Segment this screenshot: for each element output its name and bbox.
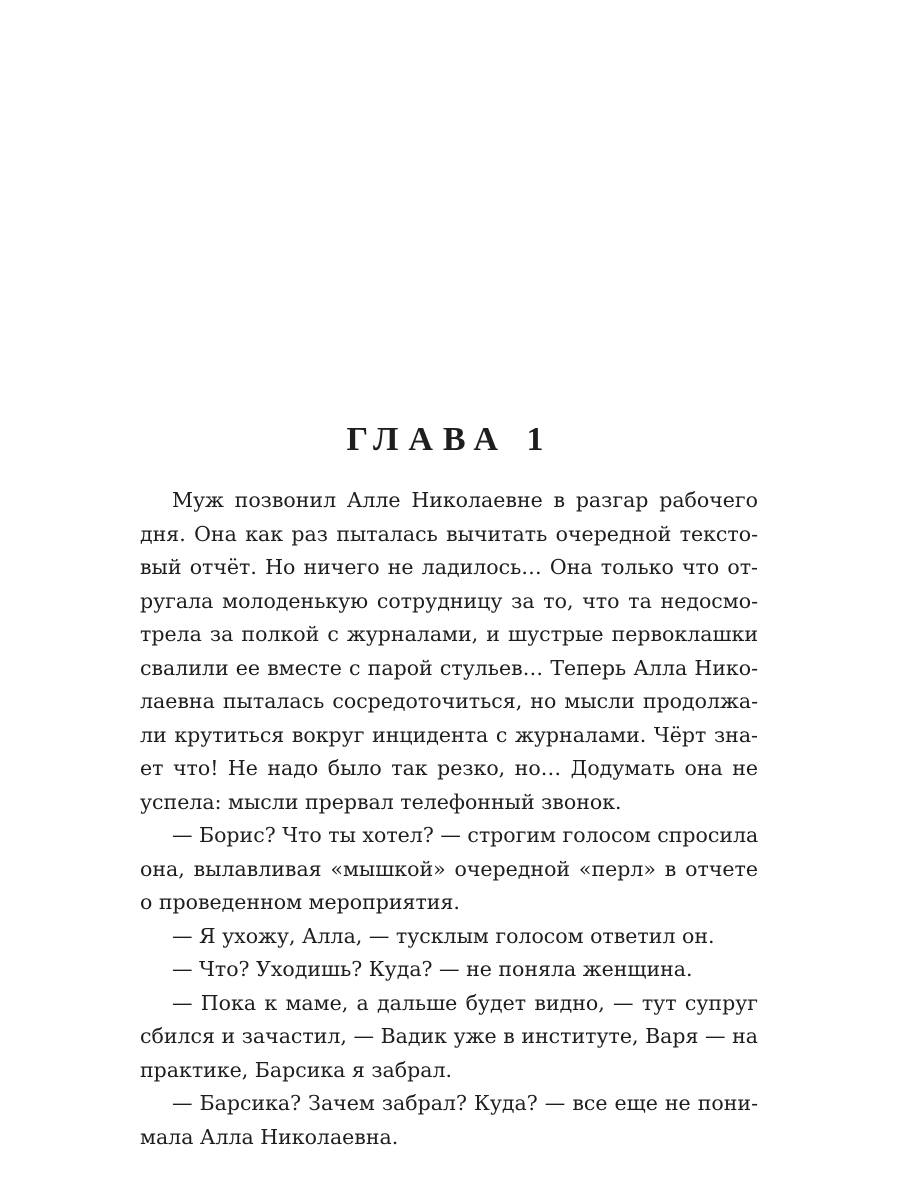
text-line: ет что! Не надо было так резко, но… Додумать она не — [140, 756, 758, 780]
text-line: вый отчёт. Но ничего не ладилось… Она только что от- — [140, 555, 758, 579]
text-line: ли крутиться вокруг инцидента с журналами. Чёрт зна- — [140, 722, 758, 747]
text-line: о проведенном мероприятия. — [140, 890, 460, 914]
text-line: она, вылавливая «мышкой» очередной «перл» в отчете — [140, 856, 758, 881]
text-line: мала Алла Николаевна. — [140, 1124, 399, 1149]
text-line: Муж позвонил Алле Николаевне в разгар рабочего — [172, 488, 758, 512]
chapter-body-text — [140, 484, 758, 1154]
text-line: свалили ее вместе с парой стульев… Теперь Алла Нико- — [140, 655, 758, 680]
text-line: дня. Она как раз пыталась вычитать очередной тексто- — [140, 521, 758, 546]
text-line: — Что? Уходишь? Куда? — не поняла женщина. — [172, 957, 693, 981]
text-line: — Борис? Что ты хотел? — строгим голосом спросила — [172, 823, 759, 847]
text-line: успела: мысли прервал телефонный звонок. — [140, 789, 622, 814]
text-line: лаевна пыталась сосредоточиться, но мысли продолжа- — [140, 689, 758, 713]
text-line: ругала молоденькую сотрудницу за то, что та недосмо- — [140, 588, 758, 613]
text-line: — Я ухожу, Алла, — тусклым голосом ответил он. — [172, 923, 715, 948]
text-line: практике, Барсика я забрал. — [140, 1057, 452, 1082]
text-line: сбился и зачастил, — Вадик уже в институте, Варя — на — [140, 1024, 758, 1048]
text-line: трела за полкой с журналами, и шустрые первоклашки — [140, 622, 758, 646]
text-line: — Барсика? Зачем забрал? Куда? — все еще не пони- — [172, 1091, 758, 1115]
chapter-title: ГЛАВА 1 — [346, 421, 554, 458]
text-line: — Пока к маме, а дальше будет видно, — тут супруг — [172, 990, 758, 1015]
